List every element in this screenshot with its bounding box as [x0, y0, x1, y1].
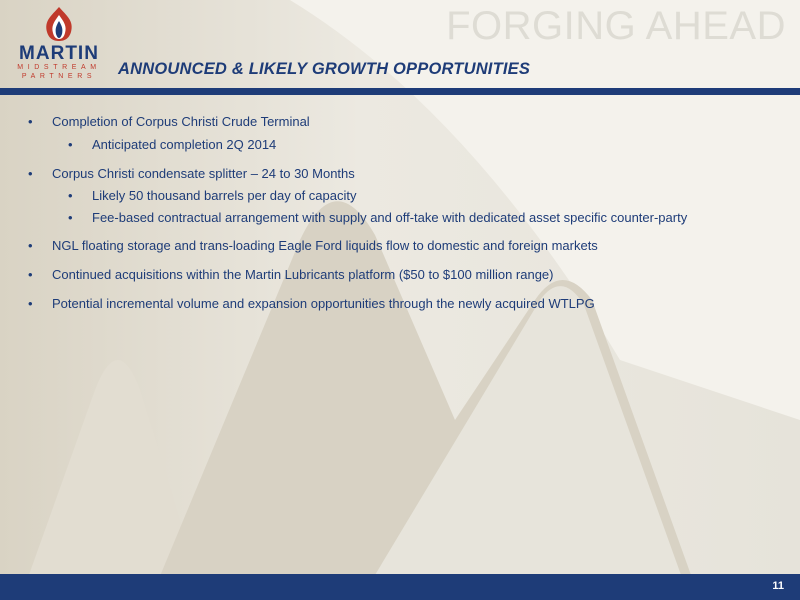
logo-name: MARTIN — [19, 43, 99, 64]
flame-icon — [43, 6, 75, 42]
bullet-icon: • — [28, 166, 33, 181]
watermark-text: FORGING AHEAD — [446, 4, 786, 48]
list-subitem-text: Likely 50 thousand barrels per day of capacity — [92, 188, 357, 203]
bullet-icon: • — [28, 267, 33, 282]
list-item-text: Completion of Corpus Christi Crude Terminal — [52, 114, 310, 129]
list-subitem-text: Anticipated completion 2Q 2014 — [92, 137, 277, 152]
list-item-text: Corpus Christi condensate splitter – 24 to 30 Months — [52, 166, 355, 181]
list-item-text: Continued acquisitions within the Martin Lubricants platform ($50 to $100 million range) — [52, 267, 554, 282]
company-logo — [14, 6, 104, 86]
page-title: ANNOUNCED & LIKELY GROWTH OPPORTUNITIES — [118, 60, 531, 78]
bullet-icon: • — [28, 296, 33, 311]
logo-subtitle-midstream: MIDSTREAM — [17, 64, 101, 71]
bullet-icon: • — [68, 137, 73, 152]
list-item-text: Potential incremental volume and expansion opportunities through the newly acquired WTLPG — [52, 296, 595, 311]
bullet-icon: • — [68, 210, 73, 225]
list-item-text: NGL floating storage and trans-loading Eagle Ford liquids flow to domestic and foreign markets — [52, 238, 598, 253]
page-number: 11 — [772, 580, 784, 592]
bullet-icon: • — [28, 238, 33, 253]
bullet-icon: • — [28, 114, 33, 129]
title-divider — [0, 88, 800, 95]
logo-subtitle-partners: PARTNERS — [21, 73, 97, 80]
bullet-icon: • — [68, 188, 73, 203]
footer-bar — [0, 574, 800, 600]
list-subitem-text: Fee-based contractual arrangement with supply and off-take with dedicated asset specific counter-party — [92, 210, 688, 225]
